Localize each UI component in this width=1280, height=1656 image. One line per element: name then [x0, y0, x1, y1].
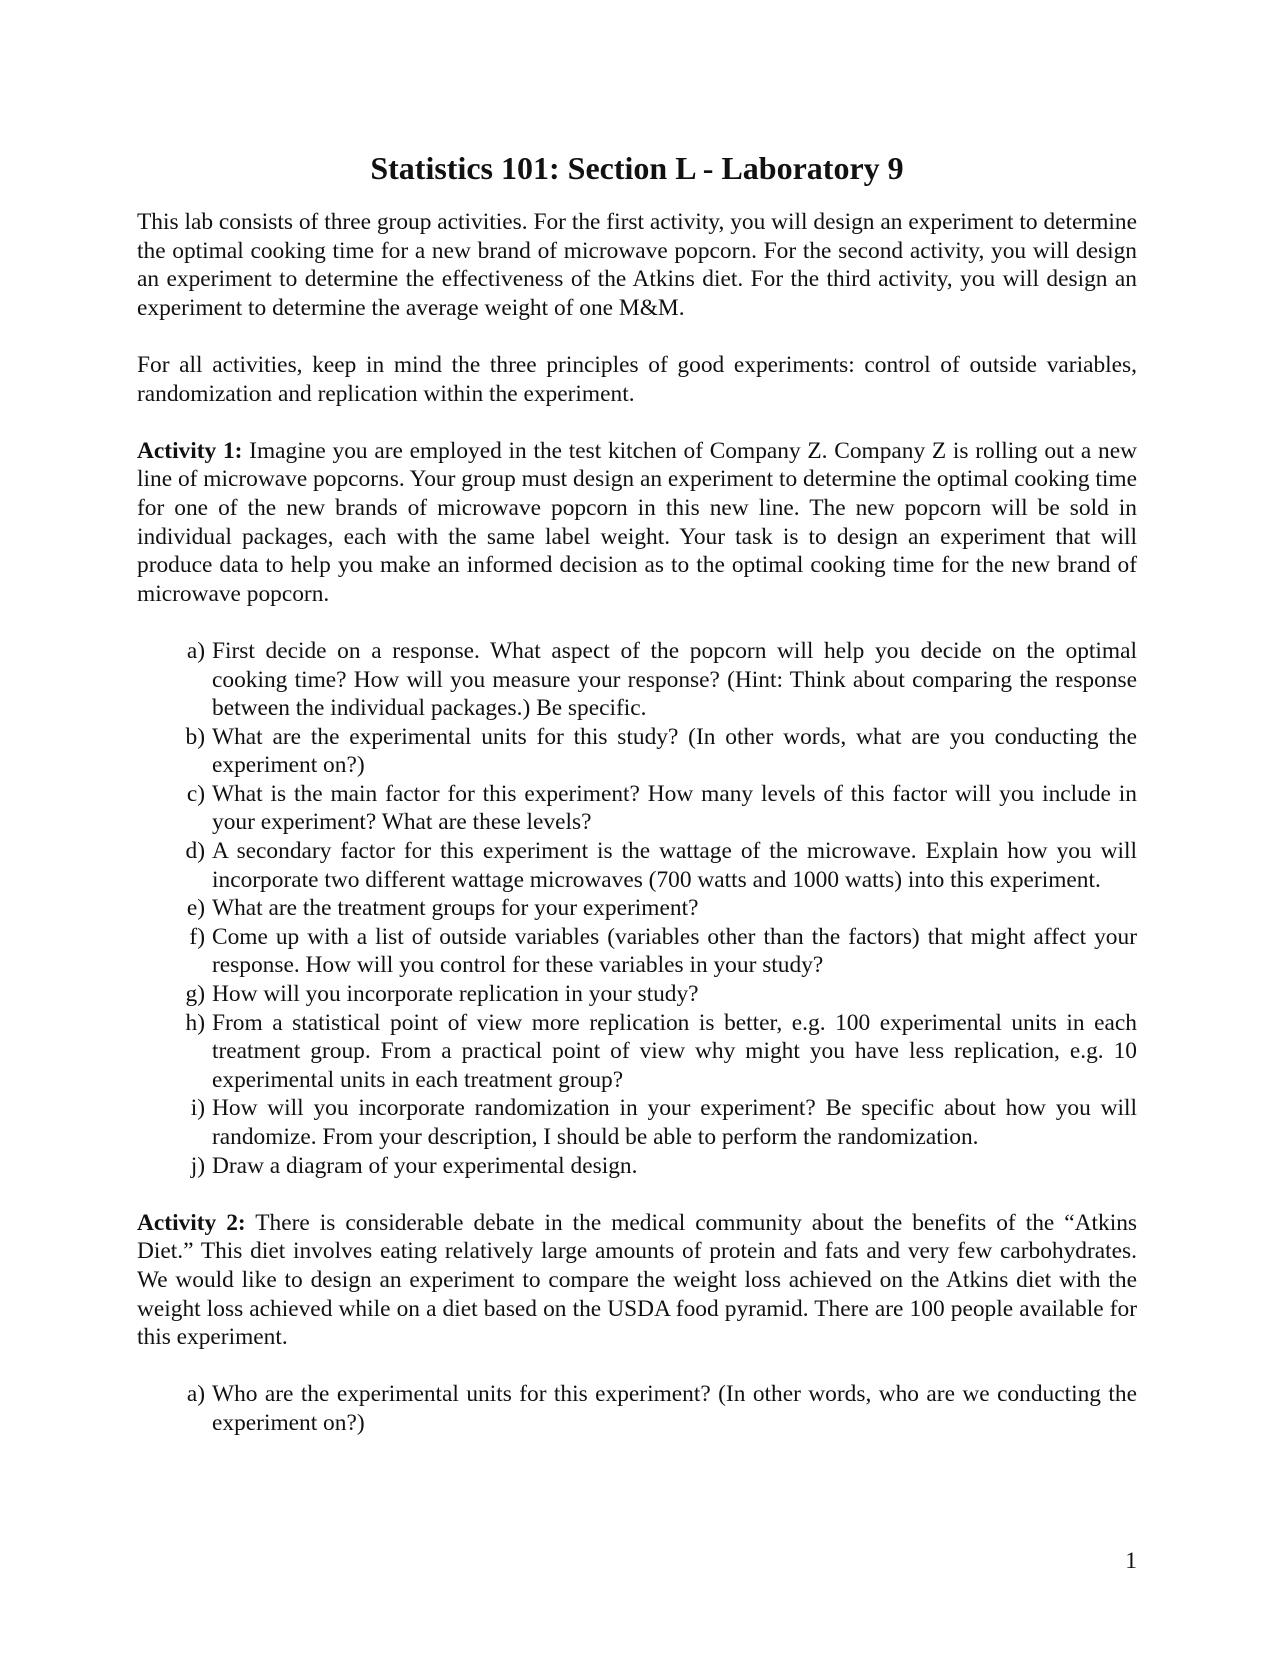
question-item — [175, 1380, 1137, 1437]
question-item — [175, 1094, 1137, 1151]
question-item — [175, 1009, 1137, 1095]
question-marker: d) — [185, 838, 205, 865]
document-page — [137, 148, 1137, 1466]
question-item — [175, 637, 1137, 723]
question-text: What are the experimental units for this study? (In other words, what are you conducting the experiment on?) — [212, 723, 1137, 779]
activity-1-text: Imagine you are employed in the test kitchen of Company Z. Company Z is rolling out a new line of microwave popcorns. Your group must design an experiment to determine the optimal cooking time for one of the new brands of microwave popcorn in this new line. The new popcorn will be sold in individual packages, each with the same label weight. Your task is to design an experiment that will produce data to help you make an informed decision as to the optimal cooking time for the new brand of microwave popcorn. — [137, 437, 1137, 607]
question-item — [175, 923, 1137, 980]
activity-2-text: There is considerable debate in the medical community about the benefits of the “Atkins Diet.” This diet involves eating relatively large amounts of protein and fats and very few carbohydrates. We would like to design an experiment to compare the weight loss achieved on the Atkins diet with the weight loss achieved while on a diet based on the USDA food pyramid. There are 100 people available for this experiment. — [137, 1209, 1138, 1351]
question-text: How will you incorporate replication in your study? — [212, 981, 699, 1008]
page-number: 1 — [1125, 1548, 1137, 1574]
question-marker: c) — [186, 780, 205, 807]
activity-2-label: Activity 2: — [137, 1209, 246, 1236]
activity-2-paragraph — [137, 1209, 1137, 1352]
question-item — [175, 837, 1137, 894]
question-marker: e) — [186, 895, 205, 922]
question-text: Come up with a list of outside variables (variables other than the factors) that might affect your response. How will you control for these variables in your study? — [212, 923, 1137, 979]
question-item — [175, 780, 1137, 837]
question-text: How will you incorporate randomization in your experiment? Be specific about how you will randomize. From your description, I should be able to perform the randomization. — [212, 1095, 1137, 1150]
question-text: First decide on a response. What aspect of the popcorn will help you decide on the optimal cooking time? How will you measure your response? (Hint: Think about comparing the response between the individual packages.) Be specific. — [212, 637, 1137, 722]
question-item — [175, 980, 1137, 1009]
question-marker: b) — [185, 723, 205, 750]
question-item — [175, 723, 1137, 780]
question-marker: a) — [186, 1381, 205, 1408]
question-marker: f) — [189, 923, 205, 950]
activity-2-questions — [137, 1380, 1137, 1437]
question-text: From a statistical point of view more replication is better, e.g. 100 experimental units in each treatment group. From a practical point of view why might you have less replication, e.g. 10 experimental units in each treatment group? — [212, 1009, 1137, 1093]
question-marker: h) — [185, 1009, 205, 1036]
document-title: Statistics 101: Section L - Laboratory 9 — [370, 150, 904, 186]
question-marker: a) — [186, 637, 205, 664]
activity-1-questions — [137, 637, 1137, 1180]
question-text: Draw a diagram of your experimental design. — [212, 1152, 638, 1179]
question-text: Who are the experimental units for this experiment? (In other words, who are we conducting the experiment on?) — [212, 1381, 1137, 1436]
question-text: What is the main factor for this experiment? How many levels of this factor will you include in your experiment? What are these levels? — [212, 780, 1137, 836]
intro-paragraph: This lab consists of three group activities. For the first activity, you will design an experiment to determine the optimal cooking time for a new brand of microwave popcorn. For the second activity, you will design an experiment to determine the effectiveness of the Atkins diet. For the third activity, you will design an experiment to determine the average weight of one M&M. — [137, 209, 1137, 321]
question-text: A secondary factor for this experiment is the wattage of the microwave. Explain how you will incorporate two different wattage microwaves (700 watts and 1000 watts) into this experiment. — [212, 838, 1137, 893]
principles-paragraph: For all activities, keep in mind the three principles of good experiments: control of outside variables, randomization and replication within the experiment. — [137, 351, 1137, 407]
question-marker: i) — [190, 1095, 205, 1122]
question-marker: j) — [190, 1152, 205, 1179]
question-item — [175, 1152, 1137, 1181]
question-item — [175, 894, 1137, 923]
activity-1-paragraph — [137, 437, 1137, 609]
activity-1-label: Activity 1: — [137, 437, 243, 464]
question-marker: g) — [185, 981, 205, 1008]
question-text: What are the treatment groups for your experiment? — [212, 895, 699, 922]
